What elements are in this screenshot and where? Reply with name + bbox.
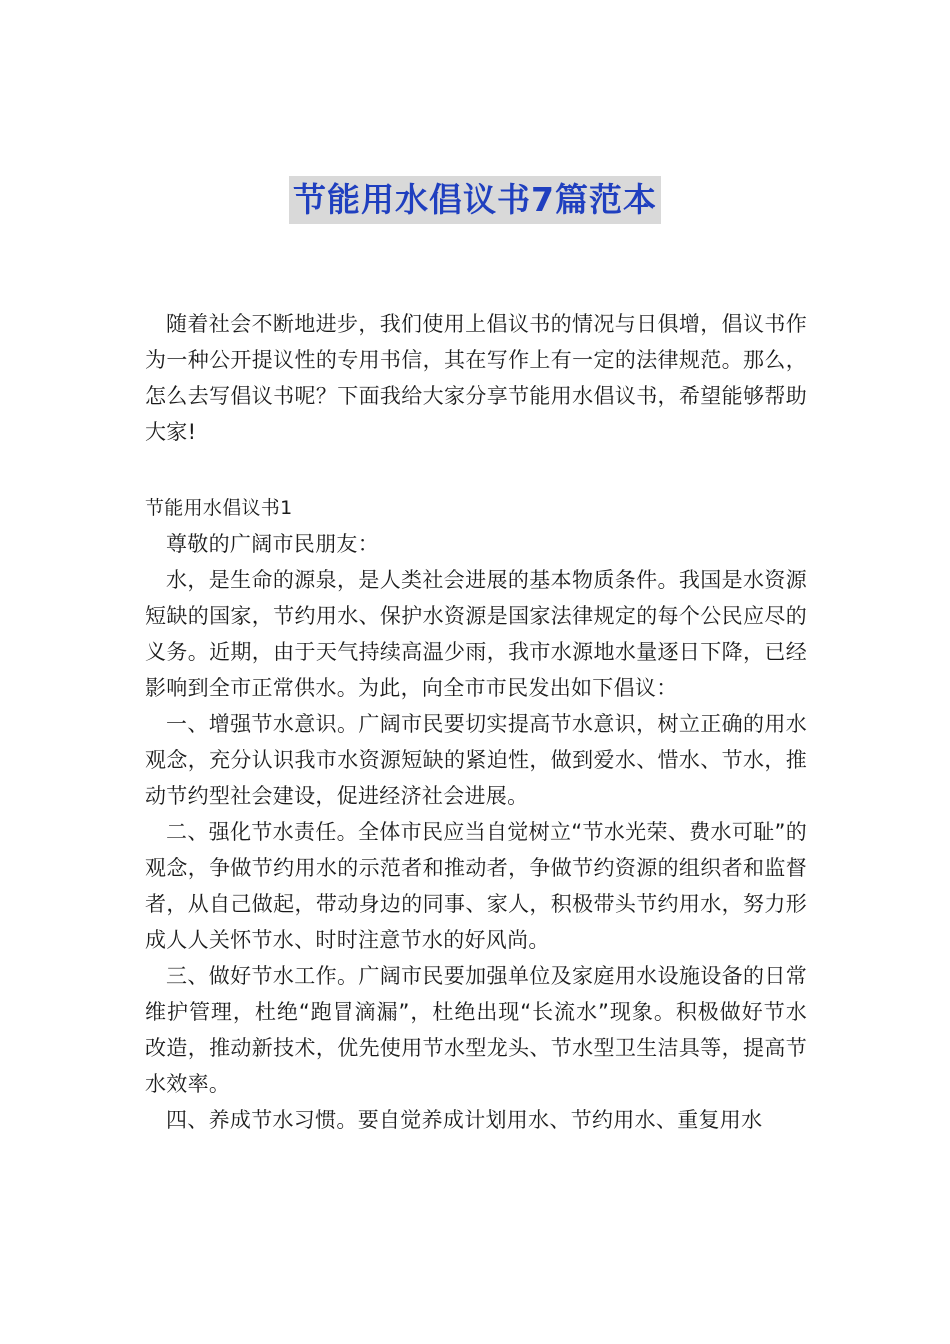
body-paragraph: 二、强化节水责任。全体市民应当自觉树立“节水光荣、费水可耻”的观念，争做节约用水的示范者和推动者，争做节约资源的组织者和监督者，从自己做起，带动身边的同事、家人，积极带头节约用水，努力形成人人关怀节水、时时注意节水的好风尚。 <box>145 820 807 952</box>
intro-block <box>145 306 807 450</box>
body-paragraph: 水，是生命的源泉，是人类社会进展的基本物质条件。我国是水资源短缺的国家，节约用水、保护水资源是国家法律规定的每个公民应尽的义务。近期，由于天气持续高温少雨，我市水源地水量逐日下降，已经影响到全市正常供水。为此，向全市市民发出如下倡议： <box>145 568 807 700</box>
section-heading: 节能用水倡议书1 <box>145 497 293 519</box>
body-paragraph: 四、养成节水习惯。要自觉养成计划用水、节约用水、重复用水 <box>166 1108 763 1132</box>
salutation: 尊敬的广阔市民朋友： <box>166 532 379 556</box>
title-container <box>0 176 950 224</box>
letter-block <box>145 490 807 1138</box>
body-paragraph: 一、增强节水意识。广阔市民要切实提高节水意识，树立正确的用水观念，充分认识我市水资源短缺的紧迫性，做到爱水、惜水、节水，推动节约型社会建设，促进经济社会进展。 <box>145 712 807 808</box>
document-title: 节能用水倡议书7篇范本 <box>289 176 661 224</box>
body-paragraph: 三、做好节水工作。广阔市民要加强单位及家庭用水设施设备的日常维护管理，杜绝“跑冒滴漏”，杜绝出现“长流水”现象。积极做好节水改造，推动新技术，优先使用节水型龙头、节水型卫生洁具等，提高节水效率。 <box>145 964 807 1096</box>
intro-paragraph: 随着社会不断地进步，我们使用上倡议书的情况与日俱增，倡议书作为一种公开提议性的专用书信，其在写作上有一定的法律规范。那么，怎么去写倡议书呢？下面我给大家分享节能用水倡议书，希望能够帮助大家! <box>145 312 807 444</box>
